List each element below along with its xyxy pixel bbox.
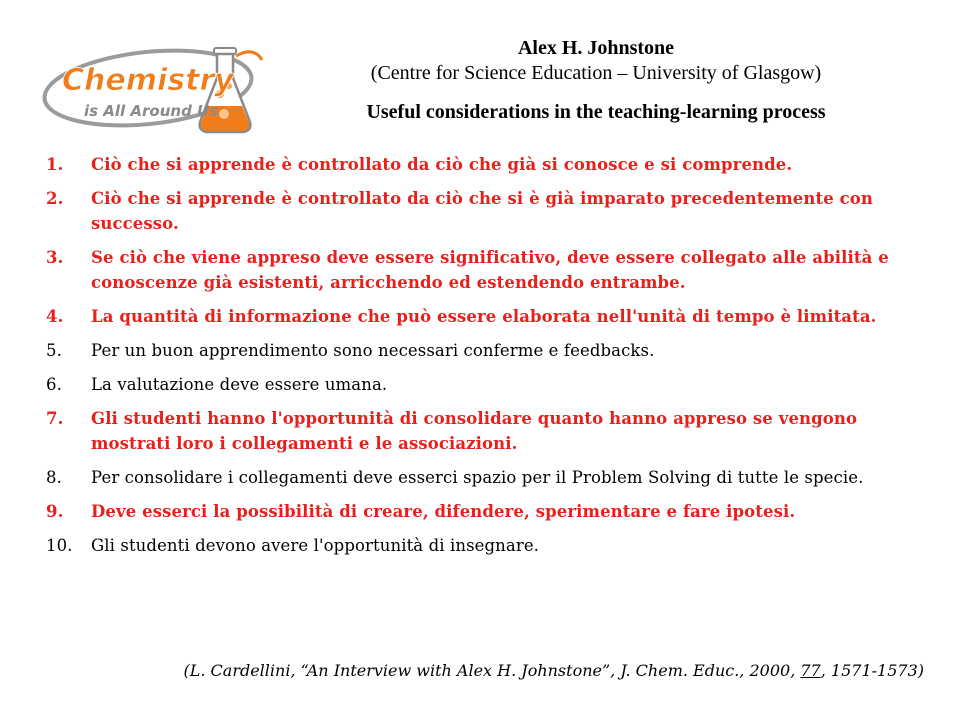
header — [296, 36, 896, 125]
item-text: Ciò che si apprende è controllato da ciò che già si conosce e si comprende. — [91, 155, 793, 174]
list-item — [46, 304, 916, 329]
list-item — [46, 372, 916, 397]
item-text: Per consolidare i collegamenti deve esserci spazio per il Problem Solving di tutte le specie. — [91, 468, 864, 487]
item-number: 3. — [46, 248, 64, 267]
list-item — [46, 499, 916, 524]
citation — [184, 660, 925, 682]
item-text: Gli studenti hanno l'opportunità di consolidare quanto hanno appreso se vengono mostrati loro i collegamenti e le associazioni. — [91, 409, 858, 453]
considerations-list — [46, 152, 916, 567]
list-item — [46, 465, 916, 490]
list-item — [46, 338, 916, 363]
list-item — [46, 245, 916, 295]
logo-tagline: is All Around Us — [84, 102, 219, 120]
citation-volume: 77 — [800, 661, 821, 680]
item-number: 8. — [46, 468, 62, 487]
item-number: 9. — [46, 502, 64, 521]
item-text: Ciò che si apprende è controllato da ciò che si è già imparato precedentemente con successo. — [91, 189, 873, 233]
item-text: Per un buon apprendimento sono necessari conferme e feedbacks. — [91, 341, 655, 360]
slide-subtitle: Useful considerations in the teaching-learning process — [366, 101, 826, 123]
item-number: 6. — [46, 375, 62, 394]
citation-pages: , 1571-1573) — [820, 661, 924, 680]
flask-logo-graphic — [38, 40, 288, 140]
item-text: Se ciò che viene appreso deve essere significativo, deve essere collegato alle abilità e conoscenze già esistenti, arricchendo ed estendendo entrambe. — [91, 248, 889, 292]
item-text: Gli studenti devono avere l'opportunità di insegnare. — [91, 536, 540, 555]
item-number: 4. — [46, 307, 64, 326]
list-item — [46, 152, 916, 177]
logo-title: Chemistry — [62, 63, 234, 98]
item-number: 1. — [46, 155, 64, 174]
item-text: La quantità di informazione che può essere elaborata nell'unità di tempo è limitata. — [91, 307, 877, 326]
item-number: 2. — [46, 189, 64, 208]
list-item — [46, 533, 916, 558]
item-number: 7. — [46, 409, 64, 428]
item-text: La valutazione deve essere umana. — [91, 375, 388, 394]
item-number: 5. — [46, 341, 62, 360]
chemistry-logo — [38, 40, 288, 140]
affiliation: (Centre for Science Education – University of Glasgow) — [370, 62, 822, 84]
list-item — [46, 186, 916, 236]
item-number: 10. — [46, 536, 73, 555]
author-name: Alex H. Johnstone — [517, 37, 675, 59]
item-text: Deve esserci la possibilità di creare, difendere, sperimentare e fare ipotesi. — [91, 502, 796, 521]
citation-text: (L. Cardellini, “An Interview with Alex H. Johnstone”, J. Chem. Educ., 2000, — [183, 661, 801, 680]
list-item — [46, 406, 916, 456]
